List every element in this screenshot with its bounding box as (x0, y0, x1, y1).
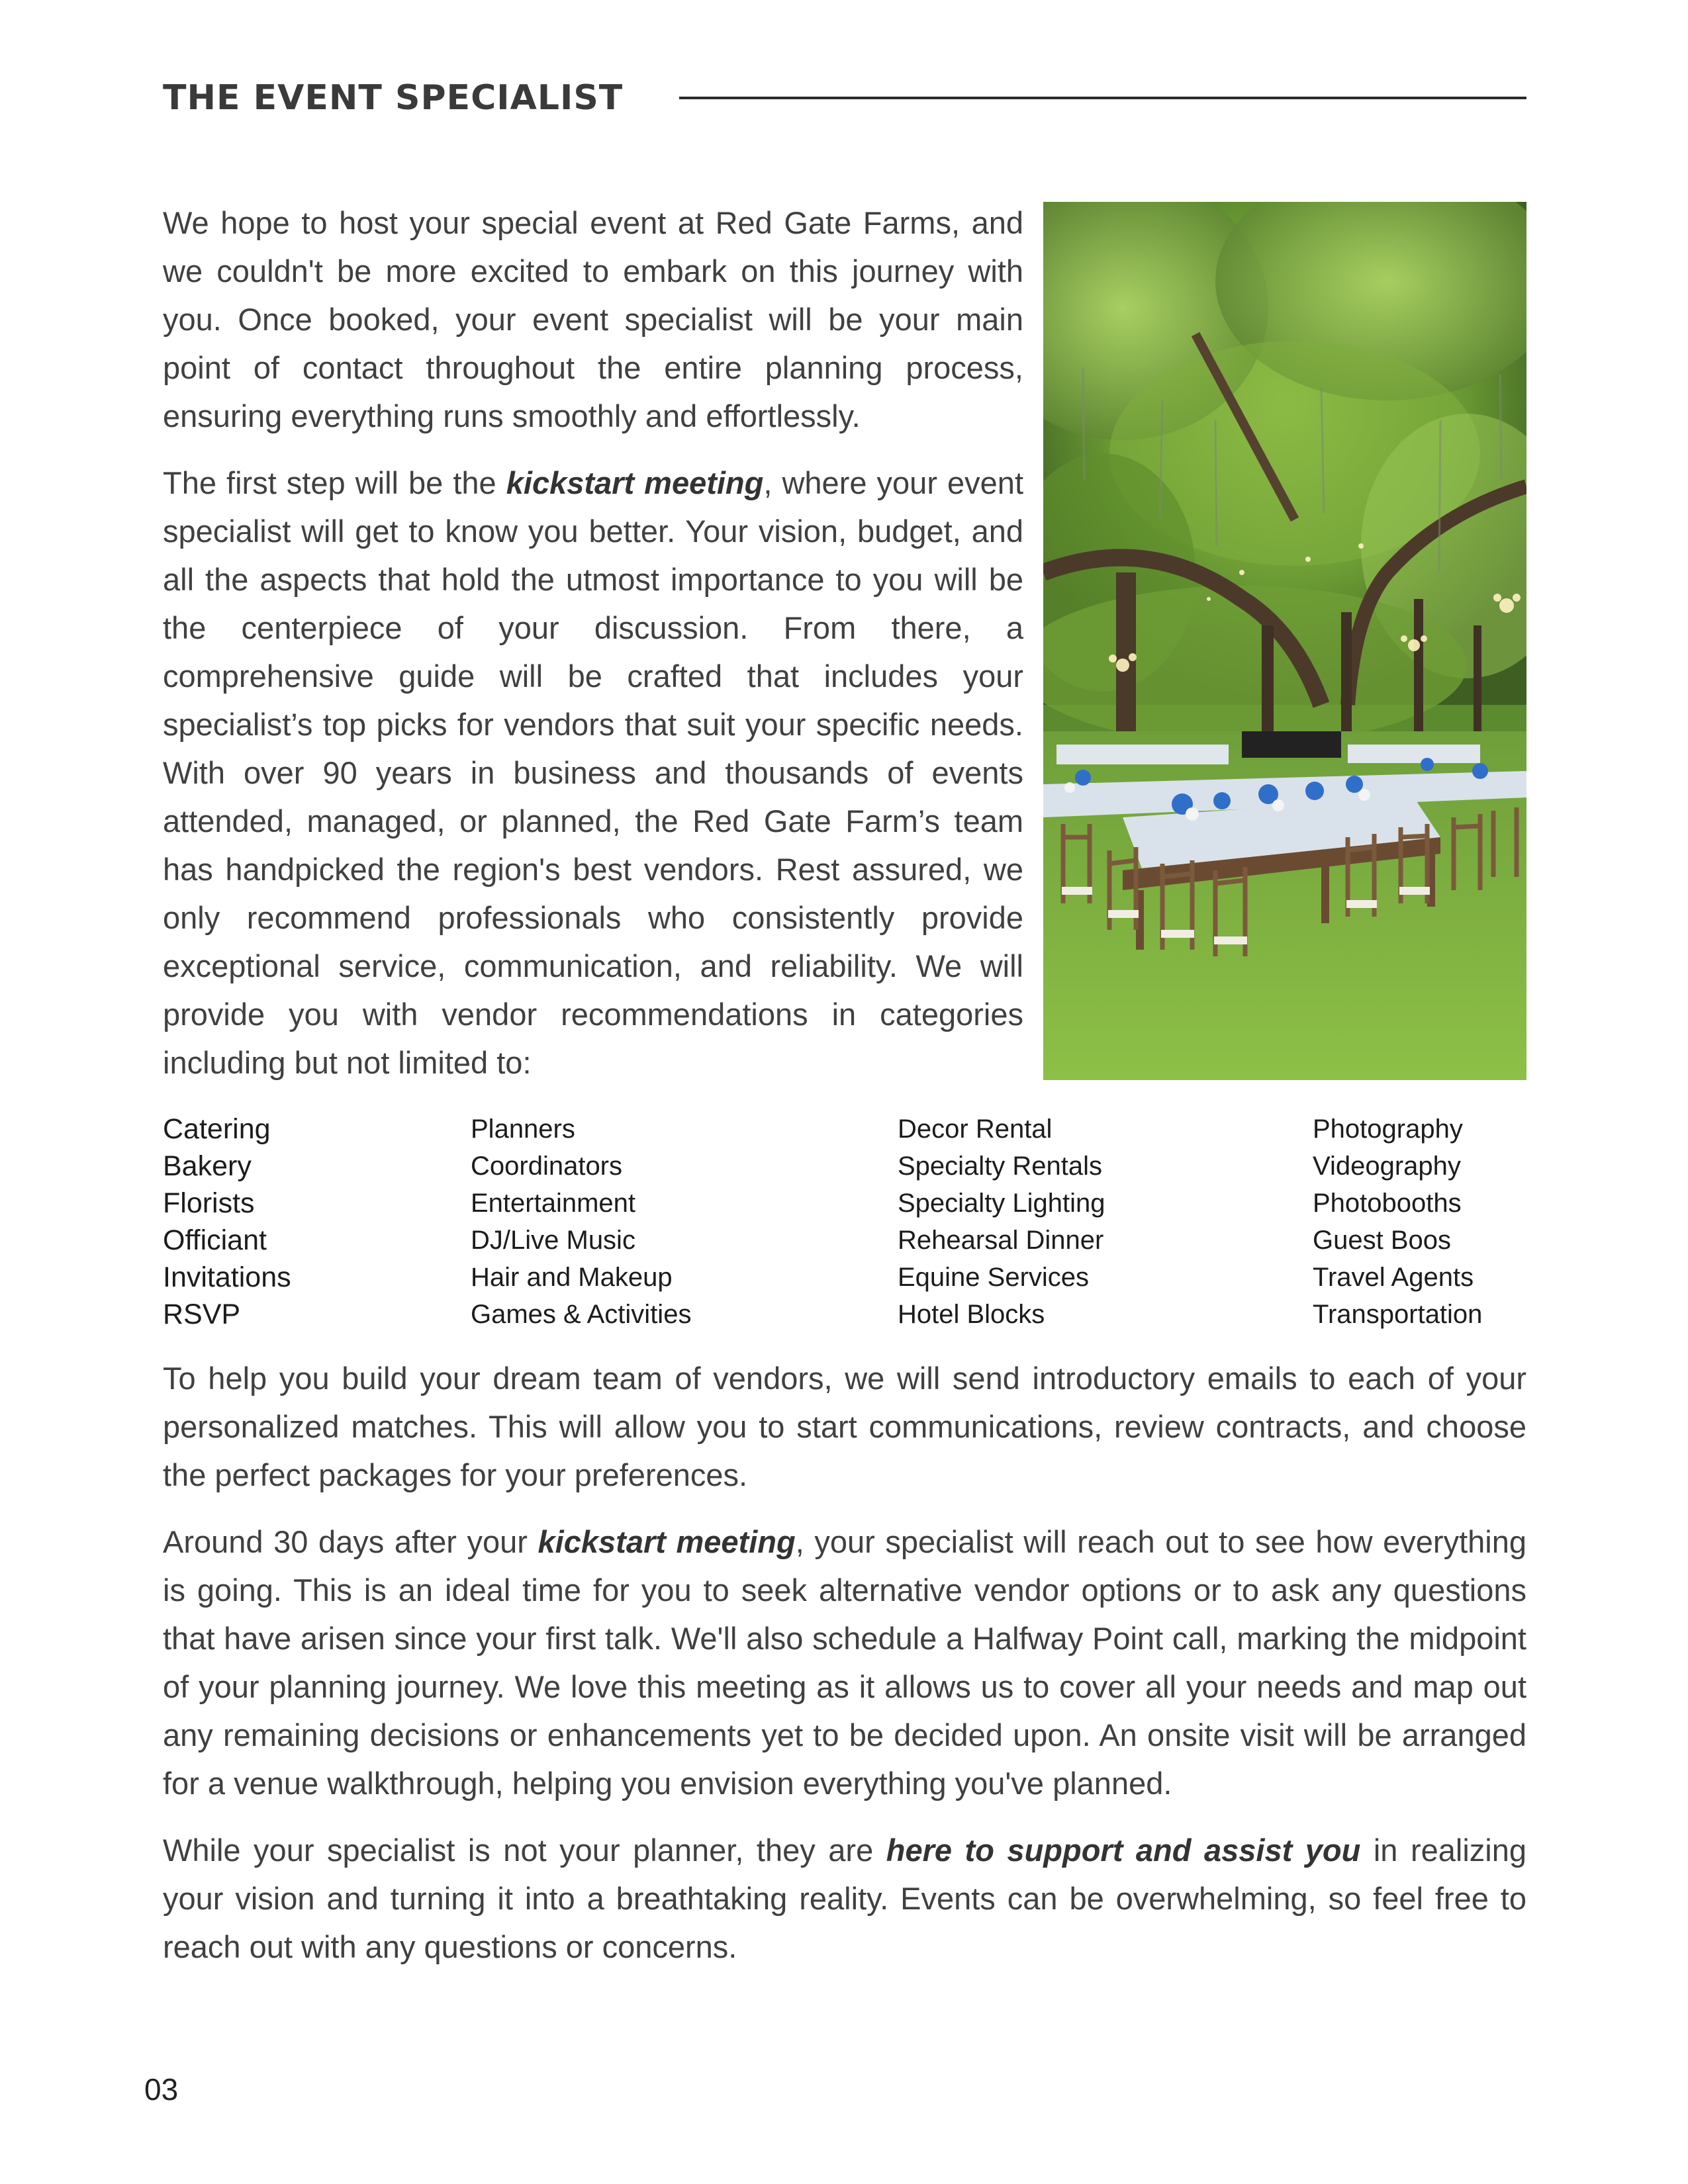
vendor-categories (163, 1111, 1526, 1336)
category-item: Coordinators (471, 1152, 623, 1181)
body-paragraph-1: To help you build your dream team of vendors, we will send introductory emails to each of your personalized matches. This will allow you to start communications, review contracts, and choose the perfect packages for your preferences. (163, 1361, 1526, 1492)
category-item: Specialty Lighting (898, 1189, 1105, 1218)
category-item: Officiant (163, 1224, 267, 1256)
category-item: Florists (163, 1187, 255, 1219)
kickstart-meeting-emphasis: kickstart meeting (538, 1524, 796, 1559)
intro-paragraph-2: The first step will be the kickstart meeting, where your event specialist will get to know you better. Your vision, budget, and all the aspects that hold the utmost importance to you will be the centerpiece of your discussion. From there, a comprehensive guide will be crafted that includes your specialist’s top picks for vendors that suit your specific needs. With over 90 years in business and thousands of events attended, managed, or planned, the Red Gate Farm’s team has handpicked the region's best vendors. Rest assured, we only recommend professionals who consistently provide exceptional service, communication, and reliability. We will provide you with vendor recommendations in categories including but not limited to: (163, 465, 1023, 1080)
header-divider (679, 97, 1526, 99)
support-emphasis: here to support and assist you (886, 1833, 1361, 1868)
category-column-3 (898, 1111, 1105, 1333)
category-item: Guest Boos (1313, 1226, 1452, 1255)
category-column-4 (1313, 1111, 1482, 1333)
category-item: Photography (1313, 1115, 1463, 1144)
category-item: Transportation (1313, 1300, 1483, 1329)
kickstart-meeting-emphasis: kickstart meeting (506, 465, 764, 500)
category-item: Planners (471, 1115, 575, 1144)
category-item: Invitations (163, 1261, 291, 1293)
body-text (163, 1354, 1526, 1971)
category-item: Entertainment (471, 1189, 636, 1218)
category-item: Rehearsal Dinner (898, 1226, 1104, 1255)
category-item: Hotel Blocks (898, 1300, 1045, 1329)
category-item: Decor Rental (898, 1115, 1053, 1144)
category-item: DJ/Live Music (471, 1226, 635, 1255)
body-paragraph-2: Around 30 days after your kickstart meeting, your specialist will reach out to see how everything is going. This is an ideal time for you to seek alternative vendor options or to ask any questions that have arisen since your first talk. We'll also schedule a Halfway Point call, marking the midpoint of your planning journey. We love this meeting as it allows us to cover all your needs and map out any remaining decisions or enhancements yet to be decided upon. An onsite visit will be arranged for a venue walkthrough, helping you envision everything you've planned. (163, 1524, 1526, 1801)
venue-photo (1043, 202, 1526, 1080)
category-item: Specialty Rentals (898, 1152, 1103, 1181)
category-item: Travel Agents (1313, 1263, 1474, 1292)
category-column-1 (163, 1111, 291, 1333)
category-item: Catering (163, 1113, 271, 1145)
page-number: 03 (144, 2072, 179, 2107)
outdoor-dinner-under-oak-trees-image (1043, 202, 1526, 1080)
category-item: Hair and Makeup (471, 1263, 673, 1292)
body-paragraph-3: While your specialist is not your planner, they are here to support and assist you in realizing your vision and turning it into a breathtaking reality. Events can be overwhelming, so feel free to reach out with any questions or concerns. (163, 1833, 1526, 1964)
category-column-2 (471, 1111, 691, 1333)
category-item: Videography (1313, 1152, 1461, 1181)
intro-text (163, 199, 1023, 1087)
category-item: Photobooths (1313, 1189, 1462, 1218)
page-header (163, 74, 1526, 122)
section-title: THE EVENT SPECIALIST (163, 78, 624, 118)
category-item: Games & Activities (471, 1300, 692, 1329)
intro-paragraph-1: We hope to host your special event at Red Gate Farms, and we couldn't be more excited to embark on this journey with you. Once booked, your event specialist will be your main point of contact throughout the entire planning process, ensuring everything runs smoothly and effortlessly. (163, 205, 1023, 433)
category-item: Equine Services (898, 1263, 1090, 1292)
category-item: RSVP (163, 1298, 241, 1330)
category-item: Bakery (163, 1150, 252, 1182)
